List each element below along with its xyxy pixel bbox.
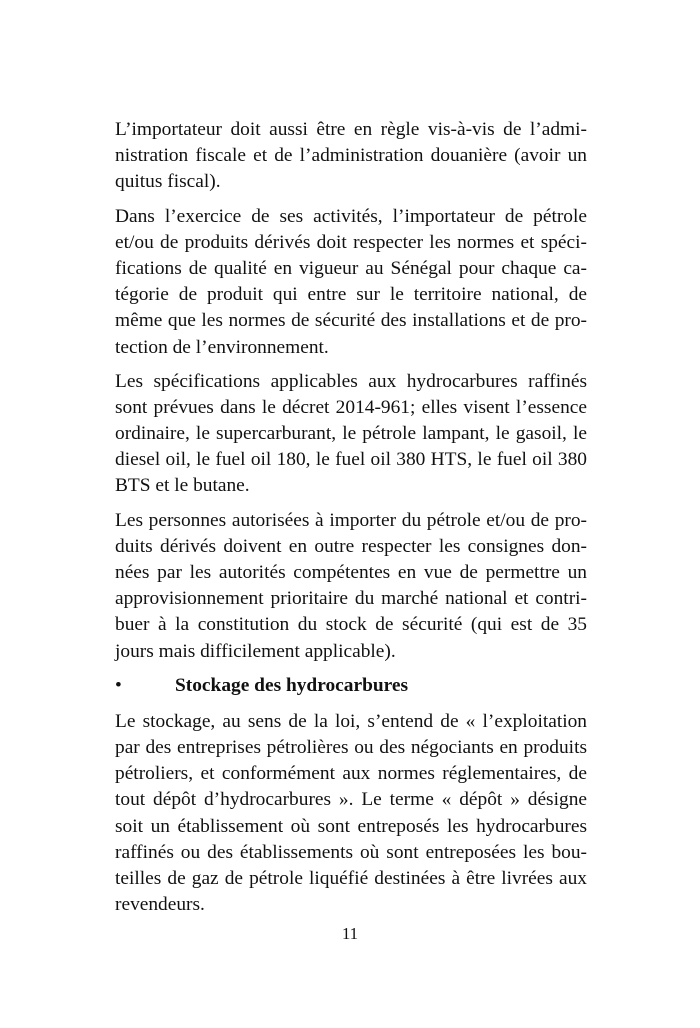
text-line: diesel oil, le fuel oil 180, le fuel oil 380 HTS, le fuel oil 380: [115, 449, 587, 471]
text-line: par des entreprises pétrolières ou des négociants en produits: [115, 736, 587, 758]
text-line: tégorie de produit qui entre sur le territoire national, de: [115, 284, 587, 306]
section-heading: [115, 673, 587, 699]
text-line: sont prévues dans le décret 2014-961; elles visent l’essence: [115, 396, 587, 418]
text-line: nistration fiscale et de l’administration douanière (avoir un: [115, 145, 587, 167]
text-line: ordinaire, le supercarburant, le pétrole lampant, le gasoil, le: [115, 423, 587, 445]
paragraph-2: [115, 204, 587, 361]
bullet-icon: •: [115, 674, 122, 696]
text-line: duits dérivés doivent en outre respecter les consignes don-: [115, 535, 587, 557]
section-heading-text: Stockage des hydrocarbures: [175, 674, 409, 696]
text-line: tout dépôt d’hydrocarbures ». Le terme « dépôt » désigne: [115, 789, 587, 811]
text-line: quitus fiscal).: [115, 171, 221, 193]
text-line: pétroliers, et conformément aux normes réglementaires, de: [115, 763, 587, 785]
text-line: Dans l’exercice de ses activités, l’importateur de pétrole: [115, 205, 587, 227]
text-line: jours mais difficilement applicable).: [115, 640, 396, 662]
page-body: [115, 117, 587, 926]
paragraph-5: [115, 709, 587, 919]
text-line: raffinés ou des établissements où sont entreposées les bou-: [115, 841, 587, 863]
text-line: même que les normes de sécurité des installations et de pro-: [115, 310, 587, 332]
text-line: buer à la constitution du stock de sécurité (qui est de 35: [115, 614, 587, 636]
text-line: teilles de gaz de pétrole liquéfié destinées à être livrées aux: [115, 867, 587, 889]
text-line: nées par les autorités compétentes en vue de permettre un: [115, 562, 587, 583]
paragraph-4: [115, 508, 587, 665]
text-line: fications de qualité en vigueur au Sénégal pour chaque ca-: [115, 257, 587, 279]
text-line: soit un établissement où sont entreposés les hydrocarbures: [115, 815, 587, 837]
text-line: et/ou de produits dérivés doit respecter les normes et spéci-: [115, 231, 587, 253]
text-line: BTS et le butane.: [115, 475, 250, 497]
text-line: Le stockage, au sens de la loi, s’entend de « l’exploitation: [115, 710, 587, 732]
page-number: 11: [341, 924, 359, 943]
text-line: L’importateur doit aussi être en règle vis-à-vis de l’admi-: [115, 119, 587, 140]
text-line: revendeurs.: [115, 894, 205, 916]
text-line: tection de l’environnement.: [115, 336, 329, 358]
text-line: Les personnes autorisées à importer du pétrole et/ou de pro-: [115, 509, 587, 531]
paragraph-3: [115, 369, 587, 500]
text-line: Les spécifications applicables aux hydrocarbures raffinés: [115, 370, 587, 392]
text-line: approvisionnement prioritaire du marché national et contri-: [115, 588, 587, 610]
paragraph-1: [115, 117, 587, 196]
